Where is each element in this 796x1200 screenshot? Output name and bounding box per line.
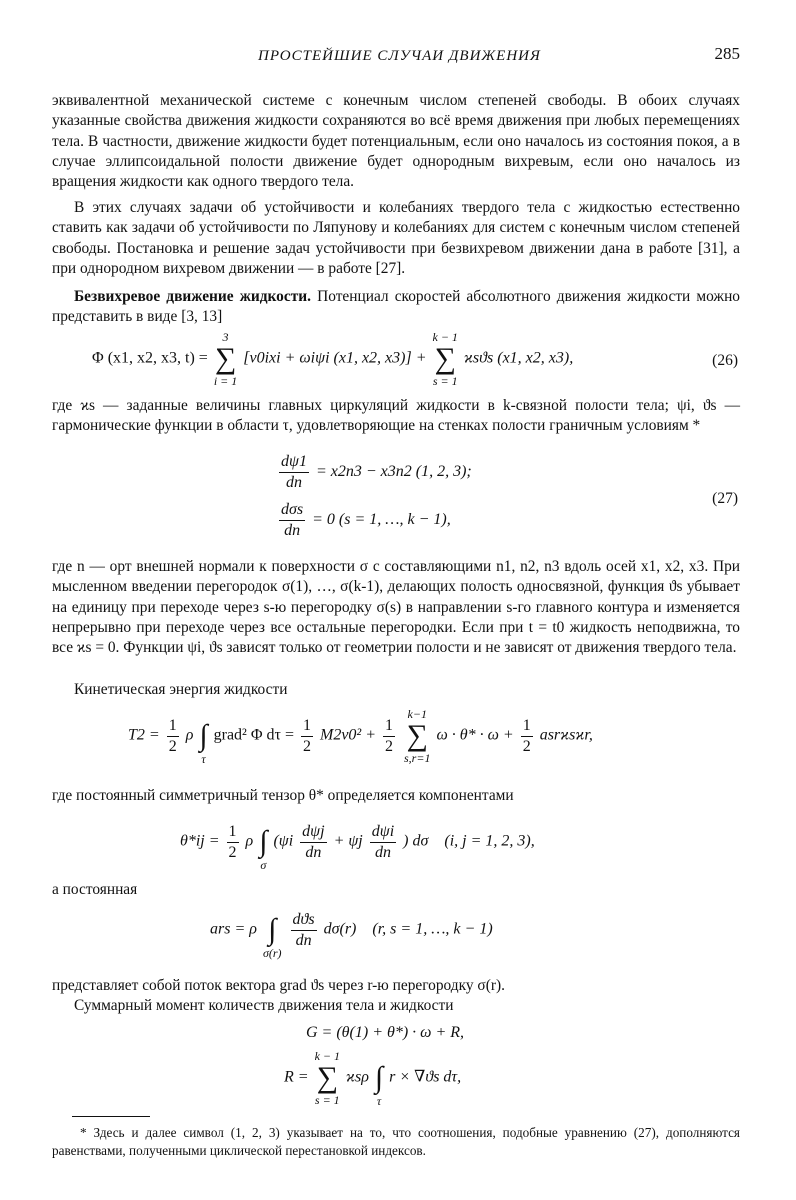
eq26-sum2-bottom: s = 1 (432, 374, 458, 388)
eq26-term-1: [v0ixi + ωiψi (x1, x2, x3)] + (243, 349, 427, 367)
paragraph-10-text: Суммарный момент количеств движения тела и жидкости (74, 997, 454, 1014)
ars-integral-limit: σ(r) (262, 946, 282, 960)
paragraph-9-text: представляет собой поток вектора grad ϑs через r-ю перегородку σ(r). (52, 977, 505, 994)
energy-half-4-den: 2 (522, 737, 531, 755)
energy-grad: grad² Φ dτ = (213, 726, 294, 744)
eq26-sum1-top: 3 (222, 330, 229, 344)
energy-half-3-num: 1 (383, 716, 395, 737)
equation-26-number: (26) (712, 352, 738, 369)
energy-half-4-num: 1 (521, 716, 533, 737)
eq27b-rhs: = 0 (s = 1, …, k − 1), (312, 511, 451, 529)
eq26-sum-1: 3 ∑ i = 1 (213, 330, 238, 388)
paragraph-5-text: где n — орт внешней нормали к поверхности σ с составляющими n1, n2, n3 вдоль осей x1, x2, x3. При мысленном введении перегородок σ(1), …, σ(k-1), делающих полость односвязной, функция ϑs убывает на единицу при переходе через s-ю перегородку σ(s) в направлении s-го главного контура и изменяется непрерывно при переходе через все остальные перегородки. Если при t = t0 жидкость неподвижна, то все ϰs = 0. Функции ψi, ϑs зависят только от геометрии полости и не зависят от движения твердого тела. (52, 558, 740, 657)
paragraph-6 (52, 680, 740, 700)
equation-26 (92, 330, 573, 388)
energy-integral-limit: τ (201, 752, 206, 766)
energy-half-3 (383, 716, 395, 757)
eq26-sum1-bottom: i = 1 (213, 374, 238, 388)
theta-equation (180, 812, 535, 872)
ars-dsigma: dσ(r) (323, 920, 357, 938)
R-lhs: R = (284, 1068, 309, 1086)
energy-half-1-den: 2 (168, 737, 177, 755)
paragraph-3-text: Потенциал скоростей абсолютного движения жидкости можно представить в виде [3, 13] (52, 288, 740, 326)
theta-close: ) dσ (403, 832, 429, 850)
energy-half-3-den: 2 (385, 737, 394, 755)
energy-omega-theta: ω · θ* · ω + (436, 726, 514, 744)
footnote: * Здесь и далее символ (1, 2, 3) указывает на то, что соотношения, подобные уравнению (27), дополняются равенствами, полученными циклической перестановкой индексов. (52, 1125, 740, 1158)
eq27b-fraction (279, 500, 305, 541)
paragraph-6-text: Кинетическая энергия жидкости (74, 681, 288, 698)
paragraph-10 (52, 996, 740, 1016)
paragraph-2 (52, 198, 740, 279)
energy-lhs: T2 = (128, 726, 160, 744)
eq26-lhs: Φ (x1, x2, x3, t) = (92, 349, 208, 367)
energy-equation (128, 706, 593, 766)
equation-27a (276, 452, 472, 493)
ars-equation (210, 900, 493, 960)
theta-fraction-1 (300, 822, 326, 863)
energy-half-2-den: 2 (302, 737, 311, 755)
theta-range: (i, j = 1, 2, 3), (444, 832, 535, 850)
page-number: 285 (714, 44, 740, 63)
footnote-rule (72, 1116, 150, 1117)
eq26-term-2: ϰsϑs (x1, x2, x3), (463, 349, 574, 367)
ars-f-num: dϑs (291, 910, 317, 931)
energy-half-2 (301, 716, 313, 757)
theta-fraction-2 (370, 822, 396, 863)
R-equation (284, 1048, 461, 1108)
theta-lhs: θ*ij = (180, 832, 220, 850)
theta-half-den: 2 (228, 843, 237, 861)
theta-f1-den: dn (305, 843, 322, 861)
paragraph-9 (52, 976, 740, 996)
theta-integral: ∫ σ (259, 825, 268, 872)
equation-27b (276, 500, 451, 541)
paragraph-1 (52, 91, 740, 192)
G-equation (306, 1024, 464, 1042)
theta-half-num: 1 (227, 822, 239, 843)
R-integral-limit: τ (376, 1094, 382, 1108)
paragraph-5 (52, 557, 740, 658)
paragraph-8-text: а постоянная (52, 881, 138, 898)
paragraph-1-text: эквивалентной механической системе с конечным числом степеней свободы. В обоих случаях указанные свойства движения жидкости сохраняются во всё время движения при любых перемещениях тела. В частности, движение жидкости будет потенциальным, если оно началось из состояния покоя, а в случае эллипсоидальной полости движение будет однородным вихревым, если оно началось из вращения жидкости как одного твердого тела. (52, 92, 740, 191)
ars-range: (r, s = 1, …, k − 1) (372, 920, 493, 938)
theta-f1-num: dψj (300, 822, 326, 843)
eq26-sum-2: k − 1 ∑ s = 1 (432, 330, 458, 388)
energy-half-1 (167, 716, 179, 757)
section-heading: Безвихревое движение жидкости. (74, 288, 311, 305)
eq27a-fraction (279, 452, 309, 493)
R-mid: ϰsρ (346, 1068, 369, 1086)
G-line: G = (θ(1) + θ*) · ω + R, (306, 1024, 465, 1041)
paragraph-2-text: В этих случаях задачи об устойчивости и колебаниях твердого тела с жидкостью естественно ставить как задачи об устойчивости по Ляпунову и колебаниях для систем с конечным числом степеней свободы. Постановка и решение задач устойчивости при безвихревом движении дана в работе [31], а при однородном вихревом движении — в работе [27]. (52, 199, 740, 277)
ars-f-den: dn (295, 931, 312, 949)
R-sum-top: k − 1 (314, 1049, 341, 1063)
eq27b-numerator: dσs (279, 500, 305, 521)
energy-sum-bottom: s,r=1 (404, 751, 431, 765)
eq27a-denominator: dn (285, 474, 302, 491)
eq27a-rhs: = x2n3 − x3n2 (1, 2, 3); (315, 463, 472, 481)
R-integral: ∫ τ (374, 1061, 384, 1108)
energy-half-1-num: 1 (167, 716, 179, 737)
energy-rho: ρ (185, 726, 194, 744)
theta-half (227, 822, 239, 863)
eq27a-numerator: dψ1 (279, 452, 309, 473)
energy-half-2-num: 1 (301, 716, 313, 737)
theta-integral-limit: σ (260, 858, 267, 872)
paragraph-4 (52, 396, 740, 437)
energy-sum: k−1 ∑ s,r=1 (404, 707, 431, 765)
theta-f2-num: dψi (370, 822, 396, 843)
energy-half-4 (521, 716, 533, 757)
energy-m2v0: M2v0² + (319, 726, 377, 744)
R-sum-bottom: s = 1 (314, 1093, 340, 1107)
eq27b-denominator: dn (284, 522, 301, 539)
theta-plus: + ψj (333, 832, 363, 850)
paragraph-4-text: где ϰs — заданные величины главных циркуляций жидкости в k-связной полости тела; ψi, ϑs — гармонические функции в области τ, удовлетворяющие на стенках полости граничным условиям * (52, 397, 740, 435)
energy-asr: asrϰsϰr, (539, 726, 593, 744)
eq26-sum2-top: k − 1 (432, 330, 458, 344)
R-sum: k − 1 ∑ s = 1 (314, 1049, 341, 1107)
energy-integral: ∫ τ (199, 719, 208, 766)
ars-integral: ∫ σ(r) (262, 913, 282, 960)
theta-open: (ψi (273, 832, 294, 850)
theta-f2-den: dn (374, 843, 391, 861)
ars-fraction (291, 910, 317, 951)
paragraph-7-text: где постоянный симметричный тензор θ* определяется компонентами (52, 787, 514, 804)
paragraph-3 (52, 287, 740, 328)
running-title: ПРОСТЕЙШИЕ СЛУЧАИ ДВИЖЕНИЯ (258, 48, 541, 64)
paragraph-8 (52, 880, 740, 900)
energy-sum-top: k−1 (407, 707, 427, 721)
equation-27-number: (27) (712, 490, 738, 507)
R-end: r × ∇ϑs dτ, (389, 1068, 462, 1086)
theta-rho: ρ (245, 832, 254, 850)
paragraph-7 (52, 786, 740, 806)
ars-lhs: ars = ρ (210, 920, 257, 938)
